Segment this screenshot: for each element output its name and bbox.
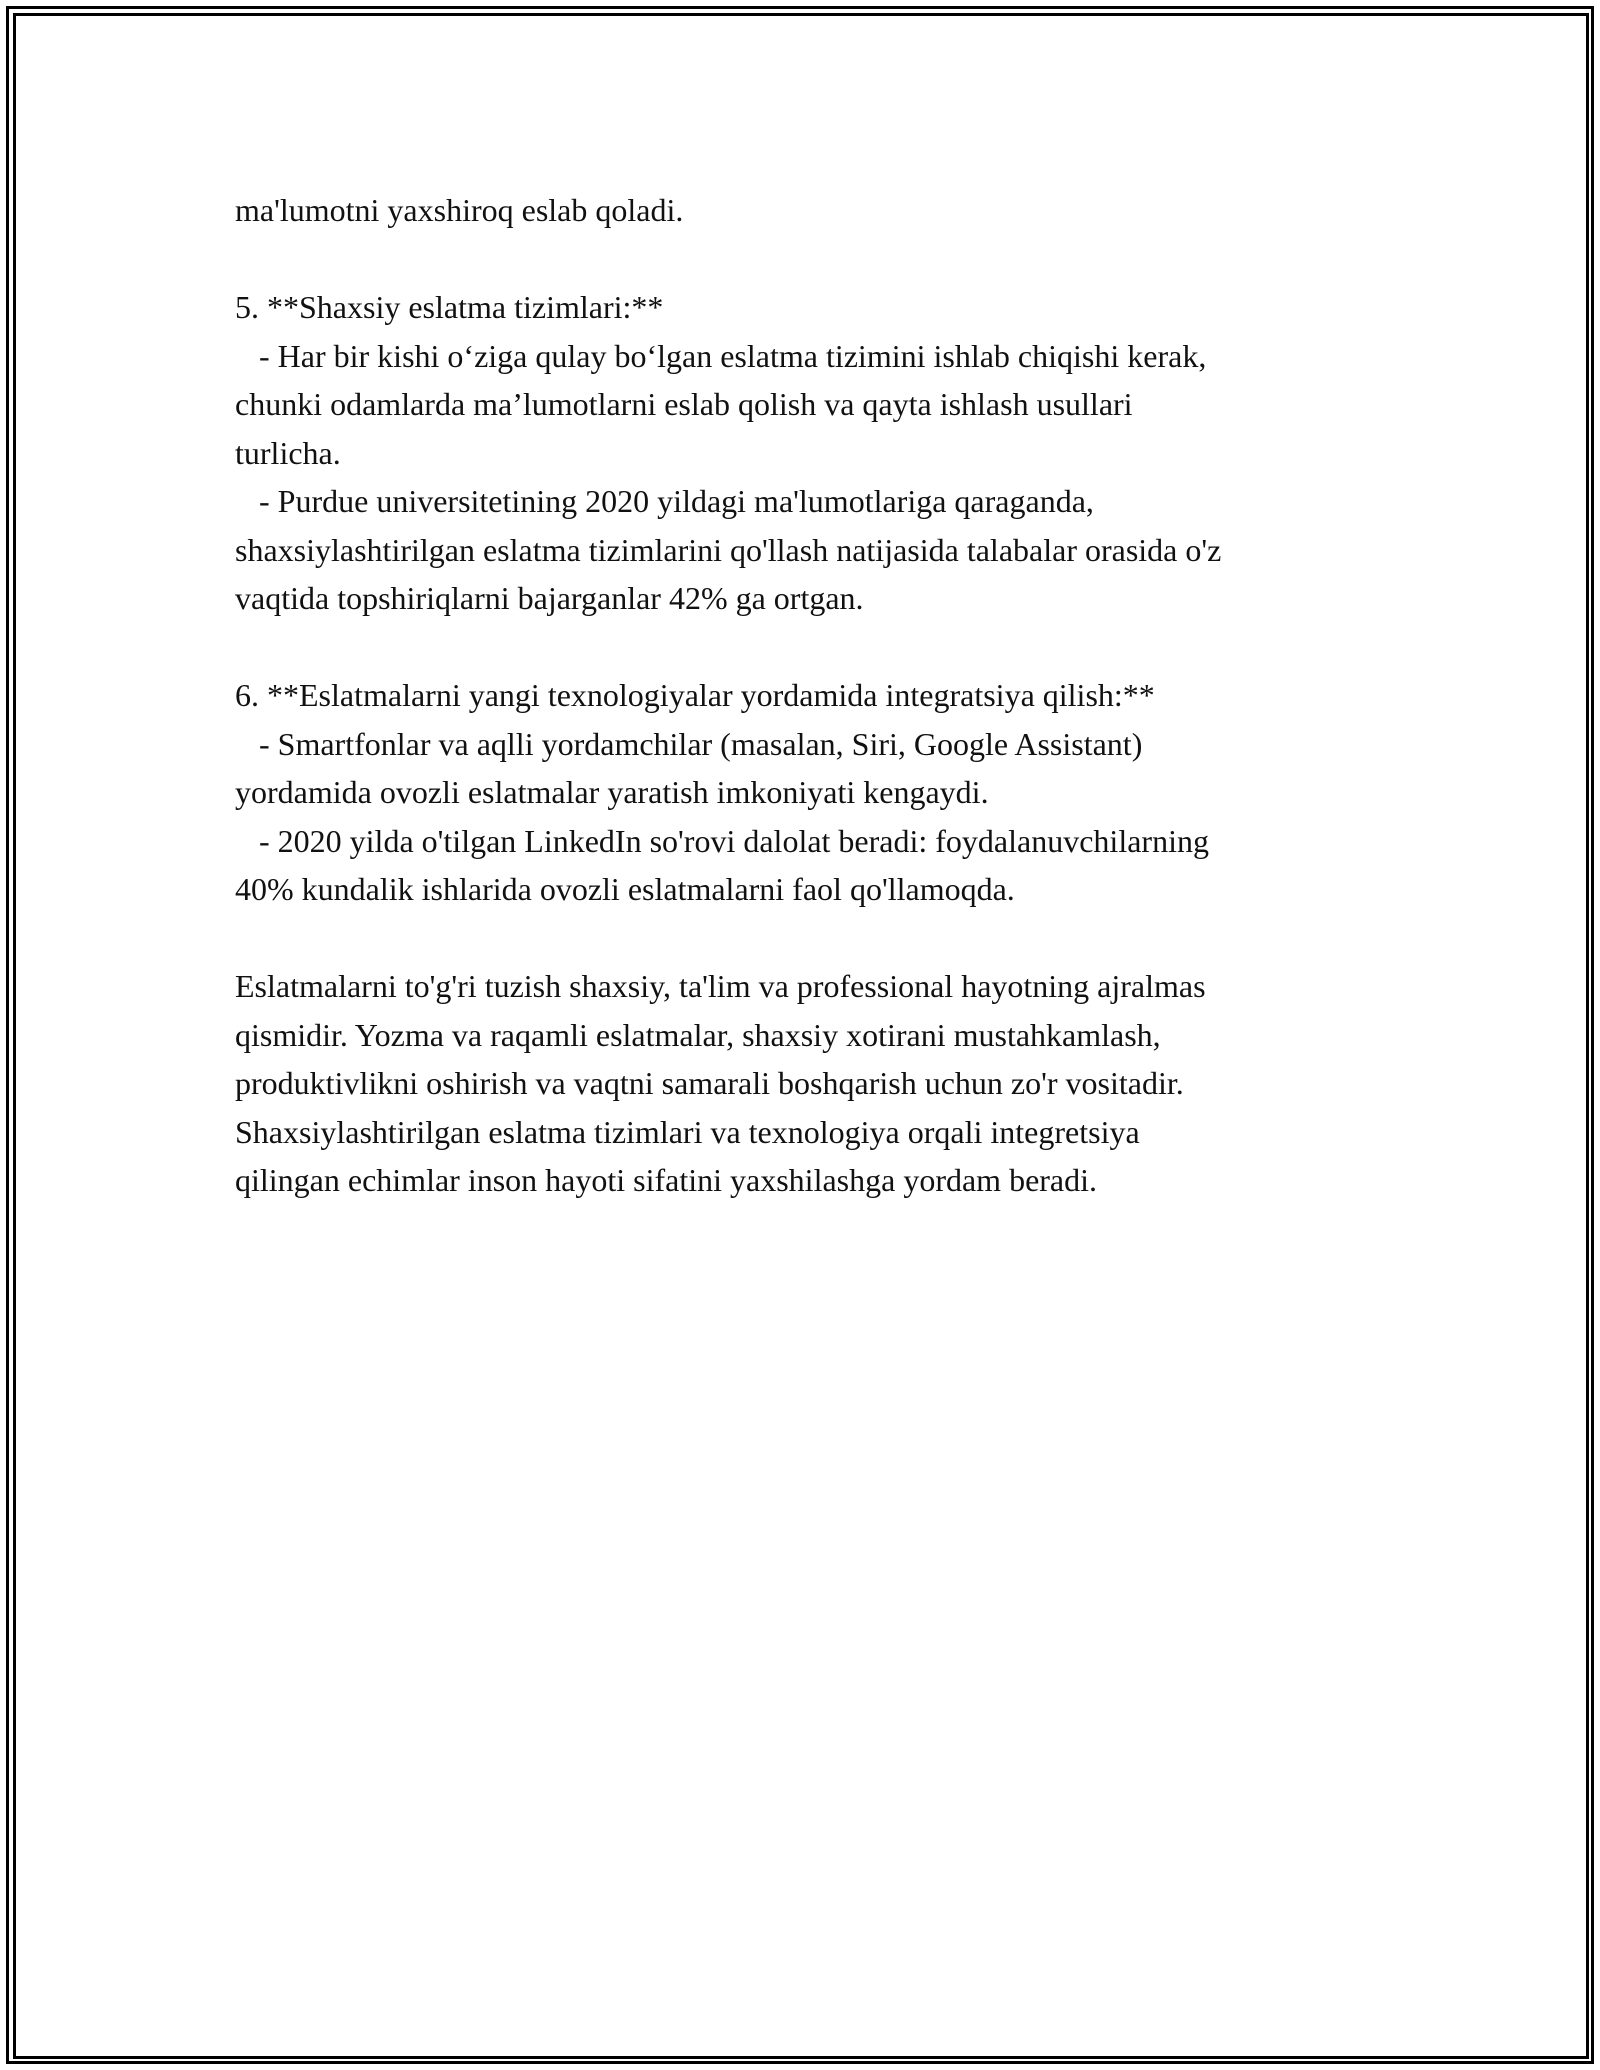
- section-6-line: yordamida ovozli eslatmalar yaratish imkoniyati kengaydi.: [235, 774, 989, 810]
- section-6-line: 40% kundalik ishlarida ovozli eslatmalarni faol qo'llamoqda.: [235, 871, 1015, 907]
- section-6-line: - Smartfonlar va aqlli yordamchilar (masalan, Siri, Google Assistant): [235, 725, 1143, 762]
- conclusion-line: qismidir. Yozma va raqamli eslatmalar, shaxsiy xotirani mustahkamlash,: [235, 1016, 1161, 1053]
- section-6: [235, 671, 1375, 914]
- intro-line: ma'lumotni yaxshiroq eslab qoladi.: [235, 192, 684, 228]
- section-5-line: turlicha.: [235, 434, 341, 471]
- conclusion-paragraph: [235, 962, 1375, 1205]
- paragraph-gap: [235, 914, 1375, 963]
- section-5-heading: 5. **Shaxsiy eslatma tizimlari:**: [235, 289, 664, 325]
- conclusion-line: Shaxsiylashtirilgan eslatma tizimlari va texnologiya orqali integretsiya: [235, 1113, 1140, 1150]
- section-5-line: vaqtida topshiriqlarni bajarganlar 42% ga ortgan.: [235, 580, 864, 616]
- conclusion-line: Eslatmalarni to'g'ri tuzish shaxsiy, ta'lim va professional hayotning ajralmas: [235, 968, 1206, 1004]
- section-5: [235, 283, 1375, 623]
- conclusion-line: qilingan echimlar inson hayoti sifatini yaxshilashga yordam beradi.: [235, 1162, 1098, 1198]
- section-5-line: chunki odamlarda ma’lumotlarni eslab qolish va qayta ishlash usullari: [235, 386, 1133, 422]
- section-6-heading: 6. **Eslatmalarni yangi texnologiyalar yordamida integratsiya qilish:**: [235, 677, 1155, 713]
- conclusion-line: produktivlikni oshirish va vaqtni samarali boshqarish uchun zo'r vositadir.: [235, 1065, 1184, 1101]
- paragraph-gap: [235, 623, 1375, 672]
- paragraph-gap: [235, 235, 1375, 284]
- section-5-line: - Purdue universitetining 2020 yildagi ma'lumotlariga qaraganda,: [235, 483, 1094, 519]
- section-5-line: - Har bir kishi o‘ziga qulay bo‘lgan eslatma tizimini ishlab chiqishi kerak,: [235, 337, 1207, 374]
- section-6-line: - 2020 yilda o'tilgan LinkedIn so'rovi dalolat beradi: foydalanuvchilarning: [235, 822, 1209, 859]
- document-body: [235, 186, 1375, 1205]
- section-5-line: shaxsiylashtirilgan eslatma tizimlarini qo'llash natijasida talabalar orasida o'z: [235, 531, 1222, 568]
